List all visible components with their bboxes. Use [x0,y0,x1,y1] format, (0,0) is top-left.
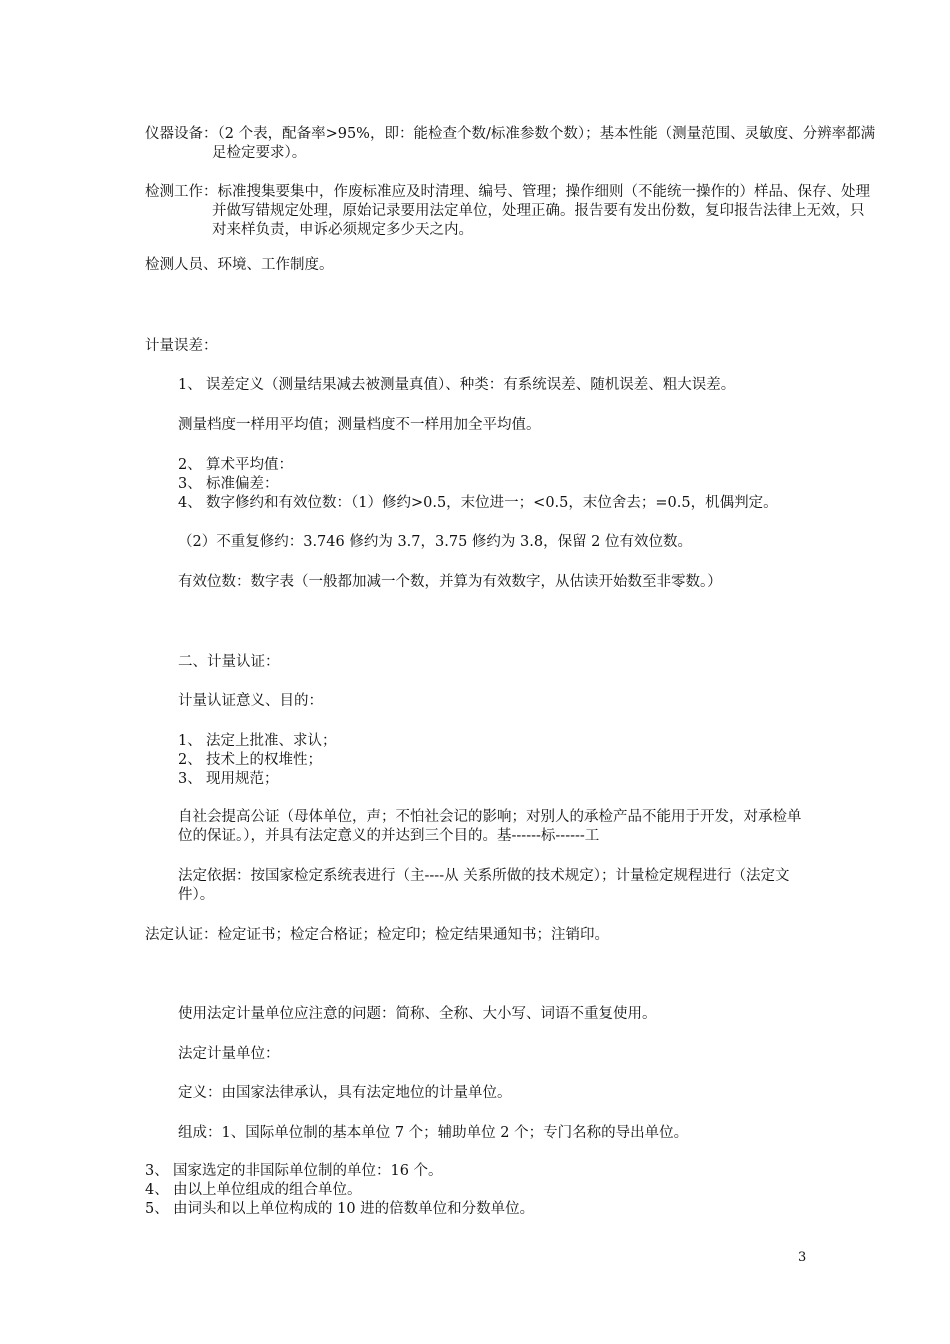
list-stats [178,456,810,513]
list-purpose [178,732,810,789]
list-item: 4、 数字修约和有效位数：（1）修约>0.5，末位进一；<0.5，末位舍去；=0.5，机偶判定。 [178,495,778,511]
page-number: 3 [798,1250,807,1265]
list-item: 5、 由词头和以上单位构成的 10 进的倍数单位和分数单位。 [145,1201,535,1217]
list-units [145,1162,810,1219]
paragraph-definition: 定义：由国家法律承认，具有法定地位的计量单位。 [178,1085,512,1101]
paragraph-unit-usage: 使用法定计量单位应注意的问题：简称、全称、大小写、词语不重复使用。 [178,1006,657,1022]
paragraph-average: 测量档度一样用平均值；测量档度不一样用加全平均值。 [178,417,541,433]
list-item: 1、 误差定义（测量结果减去被测量真值）、种类：有系统误差、随机误差、粗大误差。 [178,377,736,393]
list-item: 3、 国家选定的非国际单位制的单位：16 个。 [145,1163,443,1179]
list-item: 2、 技术上的权堆性； [178,752,322,768]
paragraph-composition: 组成：1、国际单位制的基本单位 7 个；辅助单位 2 个；专门名称的导出单位。 [178,1125,689,1141]
list-item: 4、 由以上单位组成的组合单位。 [145,1182,362,1198]
list-item: 3、 现用规范； [178,771,279,787]
list-item: 3、 标准偏差： [178,476,279,492]
list-errors [178,376,810,395]
paragraph-testing-work: 检测工作：标准搜集要集中，作废标准应及时清理、编号、管理；操作细则（不能统一操作的）样品、保存、处理并做写错规定处理，原始记录要用法定单位，处理正确。报告要有发出份数，复印报告法律上无效，只对来样负责，申诉必须规定多少天之内。 [145,184,870,238]
paragraph-equipment: 仪器设备：（2 个表，配备率>95%，即：能检查个数/标准参数个数）；基本性能（测量范围、灵敏度、分辨率都满足检定要求）。 [145,126,876,161]
heading-legal-units: 法定计量单位： [178,1046,280,1062]
list-item: 1、 法定上批准、求认； [178,733,337,749]
paragraph-rounding: （2）不重复修约：3.746 修约为 3.7，3.75 修约为 3.8，保留 2 位有效位数。 [178,534,693,550]
heading-measurement-error: 计量误差： [145,338,218,354]
paragraph-certification-purpose: 计量认证意义、目的： [178,693,323,709]
paragraph-legal-certification: 法定认证：检定证书；检定合格证；检定印；检定结果通知书；注销印。 [145,927,609,943]
paragraph-legal-basis: 法定依据：按国家检定系统表进行（主----从 关系所做的技术规定）；计量检定规程进行（法定文件）。 [178,868,790,903]
paragraph-staff: 检测人员、环境、工作制度。 [145,257,334,273]
paragraph-significant-digits: 有效位数：数字表（一般都加减一个数，并算为有效数字，从估读开始数至非零数。） [178,574,722,590]
heading-certification: 二、计量认证： [178,654,280,670]
list-item: 2、 算术平均值： [178,457,293,473]
paragraph-social-trust: 自社会提高公证（母体单位，声；不怕社会记的影响；对别人的承检产品不能用于开发，对承检单位的保证。），并具有法定意义的并达到三个目的。基------标------工 [178,809,802,844]
